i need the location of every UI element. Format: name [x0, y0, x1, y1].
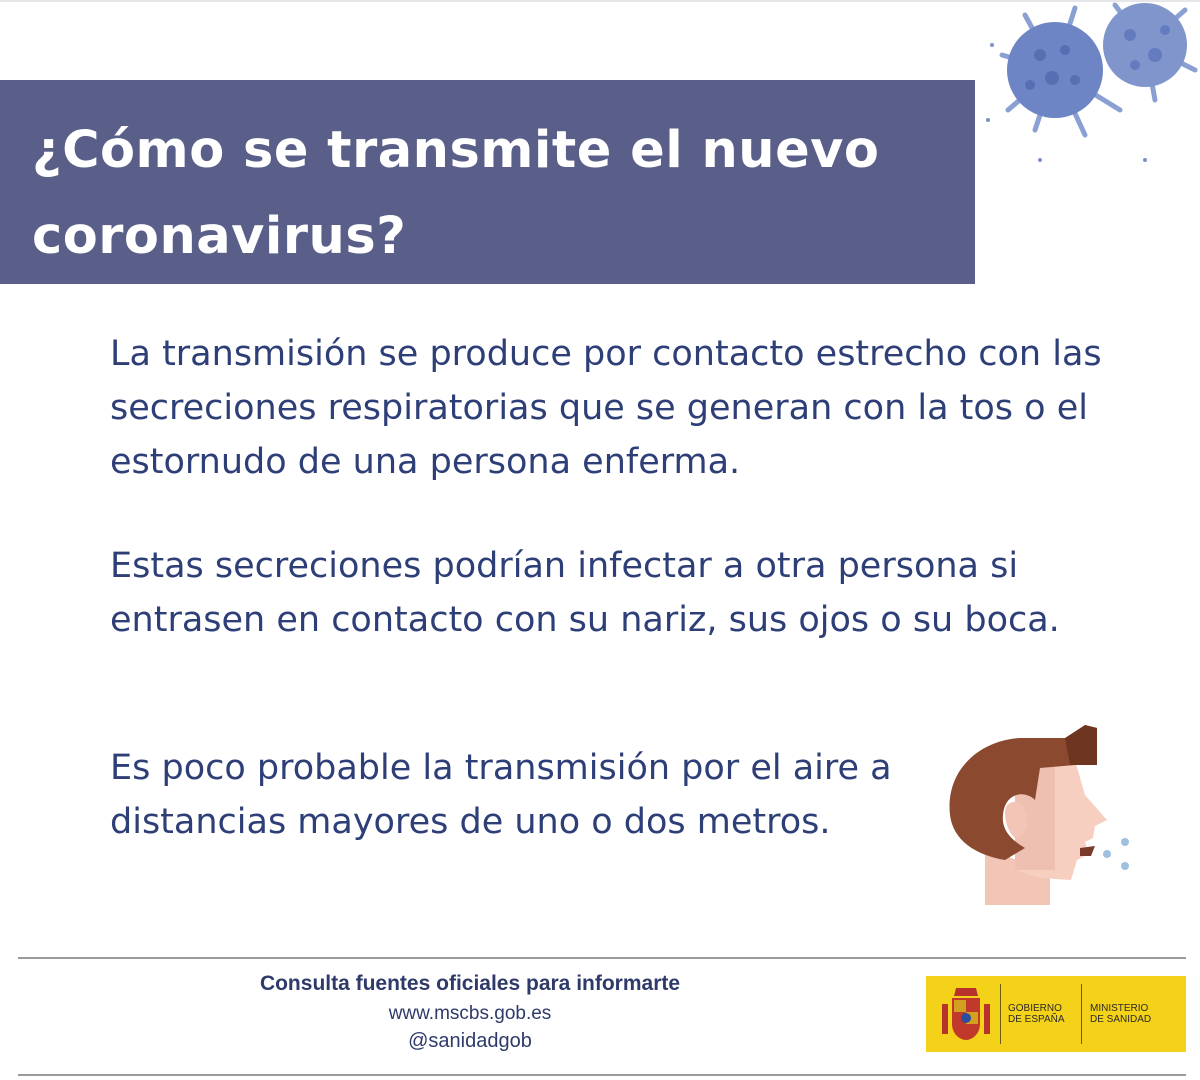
government-label: GOBIERNO DE ESPAÑA	[1008, 1003, 1065, 1025]
airborne-paragraph: Es poco probable la transmisión por el aire a distancias mayores de uno o dos metros.	[110, 748, 892, 842]
consult-sources-text: Consulta fuentes oficiales para informarte	[259, 972, 681, 995]
website-link[interactable]: www.mscbs.gob.es	[388, 1003, 552, 1024]
footer-divider-bottom	[18, 1074, 1186, 1076]
coat-of-arms-icon	[936, 984, 996, 1044]
coronavirus-icon	[980, 0, 1200, 170]
page-title: ¿Cómo se transmite el nuevo coronavirus?	[32, 121, 880, 266]
transmission-paragraph: La transmisión se produce por contacto estrecho con las secreciones respiratorias que se generan con la tos o el estornudo de una persona enferma.	[110, 334, 1102, 482]
logo-separator	[1081, 984, 1082, 1044]
twitter-handle[interactable]: @sanidadgob	[408, 1030, 532, 1052]
infection-paragraph: Estas secreciones podrían infectar a otra persona si entrasen en contacto con su nariz, sus ojos o su boca.	[110, 546, 1060, 640]
government-logo	[926, 976, 1186, 1052]
logo-separator	[1000, 984, 1001, 1044]
footer-divider-top	[18, 957, 1186, 959]
ministry-label: MINISTERIO DE SANIDAD	[1090, 1003, 1152, 1025]
sneezing-person-icon	[945, 720, 1145, 910]
title-banner	[0, 80, 975, 284]
